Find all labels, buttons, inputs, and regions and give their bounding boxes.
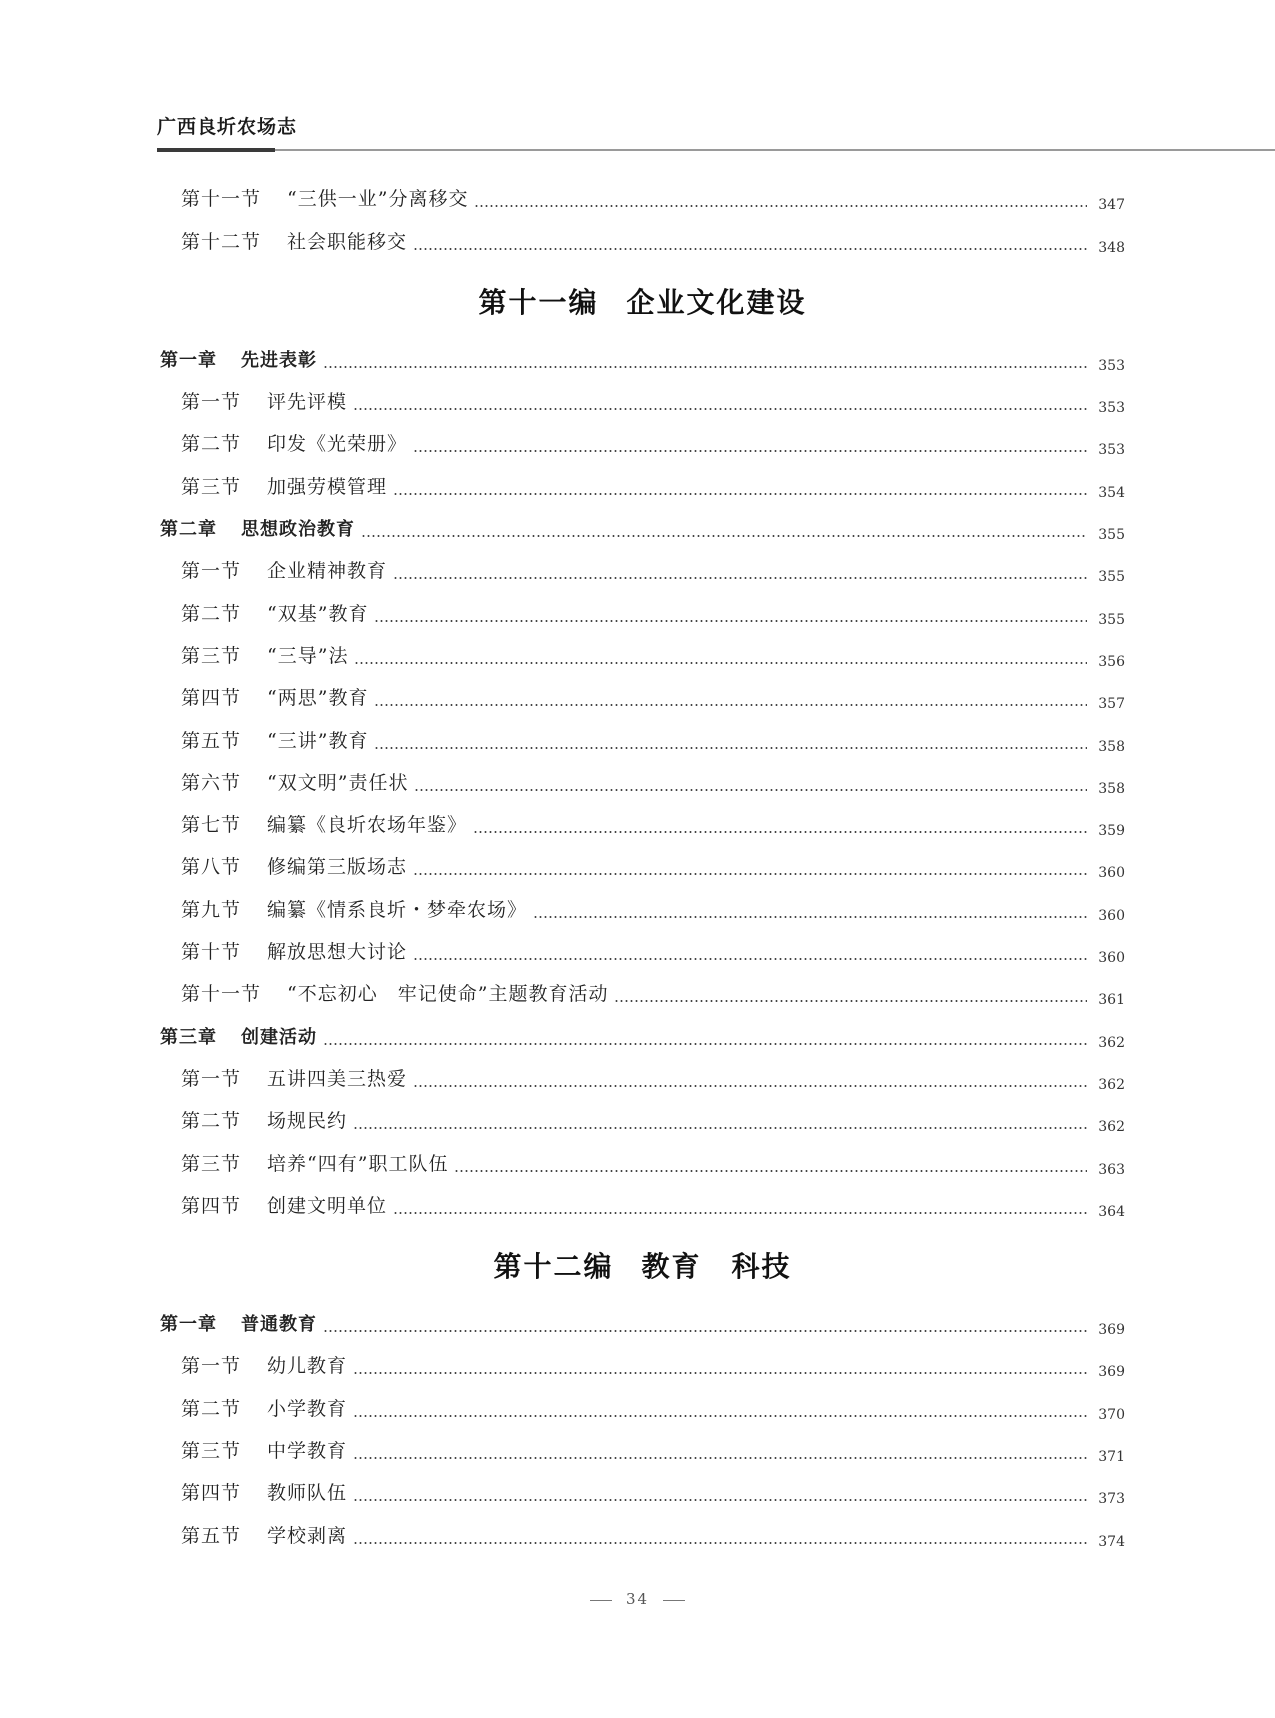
- toc-chapter-entry[interactable]: [160, 1015, 1125, 1057]
- toc-section-entry[interactable]: [160, 888, 1125, 930]
- toc-chapter-entry[interactable]: [160, 1303, 1125, 1345]
- dot-leader: [354, 662, 1087, 664]
- dot-leader: [454, 1170, 1087, 1172]
- toc-section-entry[interactable]: [160, 381, 1125, 423]
- entry-number: 第三节: [181, 475, 242, 498]
- toc-section-entry[interactable]: [160, 592, 1125, 634]
- toc-section-entry[interactable]: [160, 1345, 1125, 1387]
- toc-section-entry[interactable]: [160, 465, 1125, 507]
- dot-leader: [353, 1415, 1087, 1417]
- entry-page-number: 355: [1098, 527, 1125, 544]
- entry-page-number: 356: [1098, 653, 1125, 670]
- page-footer: [0, 1590, 1275, 1608]
- dot-leader: [353, 1127, 1087, 1129]
- entry-title: 小学教育: [267, 1397, 348, 1420]
- entry-title: 幼儿教育: [267, 1355, 348, 1378]
- toc-section-entry[interactable]: [160, 1142, 1125, 1184]
- toc-section-entry[interactable]: [160, 178, 1125, 220]
- toc-section-entry[interactable]: [160, 762, 1125, 804]
- entry-page-number: 360: [1098, 907, 1125, 924]
- entry-number: 第四节: [181, 1482, 242, 1505]
- dot-leader: [393, 493, 1087, 495]
- toc-section-entry[interactable]: [160, 1472, 1125, 1514]
- entry-number: 第三章: [160, 1026, 217, 1048]
- toc-section-entry[interactable]: [160, 677, 1125, 719]
- footer-dash-left: [590, 1600, 612, 1601]
- dot-leader: [414, 789, 1087, 791]
- entry-title: 教师队伍: [267, 1482, 348, 1505]
- page-number: 34: [625, 1590, 650, 1608]
- entry-page-number: 360: [1098, 865, 1125, 882]
- entry-number: 第十节: [181, 941, 242, 964]
- dot-leader: [413, 958, 1087, 960]
- entry-title: 修编第三版场志: [267, 856, 408, 879]
- entry-page-number: 353: [1098, 357, 1125, 374]
- entry-page-number: 358: [1098, 738, 1125, 755]
- entry-page-number: 359: [1098, 823, 1125, 840]
- entry-page-number: 369: [1098, 1322, 1125, 1339]
- entry-page-number: 360: [1098, 950, 1125, 967]
- entry-number: 第二节: [181, 433, 242, 456]
- entry-title: 五讲四美三热爱: [267, 1067, 408, 1090]
- entry-page-number: 362: [1098, 1076, 1125, 1093]
- entry-number: 第一章: [160, 1314, 217, 1336]
- header-rule-thin: [275, 149, 1275, 151]
- toc-section-entry[interactable]: [160, 220, 1125, 262]
- entry-title: 创建活动: [241, 1026, 317, 1048]
- entry-title: 中学教育: [267, 1440, 348, 1463]
- header-rule-thick: [157, 148, 275, 152]
- toc-chapter-entry[interactable]: [160, 508, 1125, 550]
- entry-title: “双基”教育: [267, 602, 369, 625]
- entry-title: “两思”教育: [267, 687, 369, 710]
- entry-title: “不忘初心 牢记使命”主题教育活动: [287, 983, 609, 1006]
- dot-leader: [413, 873, 1087, 875]
- entry-page-number: 369: [1098, 1364, 1125, 1381]
- entry-title: “三导”法: [267, 644, 349, 667]
- part-title: 教育 科技: [641, 1249, 792, 1283]
- toc-section-entry[interactable]: [160, 846, 1125, 888]
- entry-title: 培养“四有”职工队伍: [267, 1152, 449, 1175]
- toc-section-entry[interactable]: [160, 719, 1125, 761]
- entry-title: 创建文明单位: [267, 1194, 388, 1217]
- toc-chapter-entry[interactable]: [160, 339, 1125, 381]
- entry-number: 第三节: [181, 644, 242, 667]
- dot-leader: [473, 831, 1087, 833]
- toc-section-entry[interactable]: [160, 635, 1125, 677]
- entry-number: 第三节: [181, 1152, 242, 1175]
- toc-section-entry[interactable]: [160, 1387, 1125, 1429]
- entry-page-number: 355: [1098, 611, 1125, 628]
- entry-number: 第一节: [181, 560, 242, 583]
- entry-title: 解放思想大讨论: [267, 941, 408, 964]
- entry-page-number: 363: [1098, 1161, 1125, 1178]
- entry-title: 印发《光荣册》: [267, 433, 408, 456]
- toc-section-entry[interactable]: [160, 423, 1125, 465]
- entry-number: 第六节: [181, 771, 242, 794]
- entry-number: 第二章: [160, 519, 217, 541]
- toc-section-entry[interactable]: [160, 550, 1125, 592]
- entry-number: 第四节: [181, 687, 242, 710]
- toc-section-entry[interactable]: [160, 1185, 1125, 1227]
- entry-title: “双文明”责任状: [267, 771, 409, 794]
- table-of-contents: [160, 178, 1125, 1557]
- entry-page-number: 348: [1098, 239, 1125, 256]
- entry-page-number: 374: [1098, 1533, 1125, 1550]
- entry-title: 场规民约: [267, 1110, 348, 1133]
- entry-number: 第十一节: [181, 983, 262, 1006]
- dot-leader: [413, 248, 1087, 250]
- entry-title: 先进表彰: [241, 349, 317, 371]
- entry-page-number: 354: [1098, 484, 1125, 501]
- toc-section-entry[interactable]: [160, 1058, 1125, 1100]
- entry-title: 编纂《情系良圻・梦牵农场》: [267, 898, 528, 921]
- part-heading: [160, 263, 1125, 339]
- part-number: 第十二编: [493, 1249, 614, 1283]
- entry-number: 第五节: [181, 1524, 242, 1547]
- dot-leader: [323, 1043, 1087, 1045]
- dot-leader: [474, 205, 1087, 207]
- dot-leader: [374, 704, 1087, 706]
- entry-number: 第八节: [181, 856, 242, 879]
- entry-number: 第五节: [181, 729, 242, 752]
- entry-number: 第一节: [181, 391, 242, 414]
- running-header-title: 广西良圻农场志: [157, 116, 298, 138]
- entry-page-number: 353: [1098, 442, 1125, 459]
- entry-number: 第四节: [181, 1194, 242, 1217]
- entry-number: 第二节: [181, 602, 242, 625]
- dot-leader: [353, 408, 1087, 410]
- entry-page-number: 361: [1098, 992, 1125, 1009]
- entry-page-number: 371: [1098, 1449, 1125, 1466]
- entry-title: 社会职能移交: [287, 230, 408, 253]
- part-number: 第十一编: [478, 285, 599, 319]
- entry-title: 学校剥离: [267, 1524, 348, 1547]
- toc-section-entry[interactable]: [160, 804, 1125, 846]
- entry-page-number: 347: [1098, 197, 1125, 214]
- entry-page-number: 362: [1098, 1034, 1125, 1051]
- toc-section-entry[interactable]: [160, 1100, 1125, 1142]
- dot-leader: [353, 1499, 1087, 1501]
- entry-title: 加强劳模管理: [267, 475, 388, 498]
- dot-leader: [393, 1212, 1087, 1214]
- entry-page-number: 370: [1098, 1406, 1125, 1423]
- entry-page-number: 364: [1098, 1203, 1125, 1220]
- toc-section-entry[interactable]: [160, 1430, 1125, 1472]
- dot-leader: [323, 1330, 1087, 1332]
- entry-title: 思想政治教育: [241, 519, 355, 541]
- dot-leader: [353, 1542, 1087, 1544]
- entry-number: 第十二节: [181, 230, 262, 253]
- entry-number: 第一章: [160, 349, 217, 371]
- entry-title: 编纂《良圻农场年鉴》: [267, 814, 468, 837]
- entry-page-number: 358: [1098, 780, 1125, 797]
- dot-leader: [361, 535, 1087, 537]
- entry-number: 第二节: [181, 1110, 242, 1133]
- dot-leader: [374, 620, 1087, 622]
- entry-page-number: 353: [1098, 400, 1125, 417]
- entry-title: “三讲”教育: [267, 729, 369, 752]
- dot-leader: [353, 1457, 1087, 1459]
- toc-section-entry[interactable]: [160, 973, 1125, 1015]
- entry-number: 第十一节: [181, 188, 262, 211]
- entry-title: 评先评模: [267, 391, 348, 414]
- dot-leader: [533, 916, 1087, 918]
- footer-dash-right: [663, 1600, 685, 1601]
- dot-leader: [374, 747, 1087, 749]
- dot-leader: [323, 366, 1087, 368]
- entry-title: “三供一业”分离移交: [287, 188, 469, 211]
- entry-number: 第七节: [181, 814, 242, 837]
- dot-leader: [393, 577, 1087, 579]
- entry-page-number: 357: [1098, 696, 1125, 713]
- entry-number: 第一节: [181, 1355, 242, 1378]
- dot-leader: [413, 1085, 1087, 1087]
- entry-number: 第一节: [181, 1067, 242, 1090]
- toc-section-entry[interactable]: [160, 1514, 1125, 1556]
- entry-number: 第九节: [181, 898, 242, 921]
- part-heading: [160, 1227, 1125, 1303]
- toc-section-entry[interactable]: [160, 931, 1125, 973]
- entry-number: 第三节: [181, 1440, 242, 1463]
- part-title: 企业文化建设: [626, 285, 807, 319]
- entry-page-number: 362: [1098, 1119, 1125, 1136]
- entry-page-number: 373: [1098, 1491, 1125, 1508]
- entry-title: 普通教育: [241, 1314, 317, 1336]
- entry-number: 第二节: [181, 1397, 242, 1420]
- entry-title: 企业精神教育: [267, 560, 388, 583]
- dot-leader: [413, 450, 1087, 452]
- entry-page-number: 355: [1098, 569, 1125, 586]
- dot-leader: [353, 1372, 1087, 1374]
- dot-leader: [614, 1000, 1087, 1002]
